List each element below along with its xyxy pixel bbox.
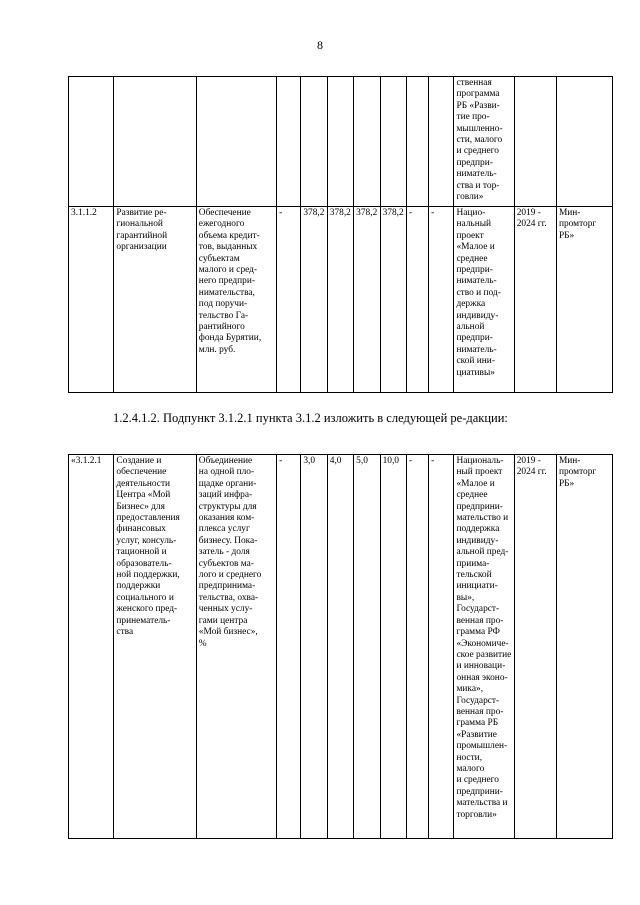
cell-value [406,77,428,207]
cell-indicator: Объединение на одной пло- щадке органи- заций инфра- структуры для оказания ком- плекса услуг бизнесу. Пока- затель - доля субъектов ма- лого и среднего предпринима- тельства, охва- ченных услу- гами центра «Мой бизнес», % [196,455,276,839]
cell-value: 378,2 [380,207,406,393]
cell-value: 378,2 [301,207,327,393]
cell-value: - [406,455,428,839]
cell-measure: Создание и обеспечение деятельности Центра «Мой Бизнес» для предоставления финансовых услуг, консуль- тационной и образователь- ной поддержки, поддержки социального и женского пред- принематель- ства [114,455,196,839]
cell-program: Нацио- нальный проект «Малое и среднее предпри- ниматель- ство и под- держка индивиду- альной предпри- ниматель- ской ини- циативы» [454,207,514,393]
cell-value [429,77,454,207]
cell-program: Националь- ный проект «Малое и среднее предприни- мательство и поддержка индивиду- альной пред- приима- тельской инициати- вы», Государст- венная про- грамма РФ «Экономиче- ское развитие и инноваци- онная эконо- мика», Государст- венная про- грамма РБ «Развитие промышлен- ности, малого и среднего предприни- мательства и торговли» [454,455,514,839]
measures-table-top [68,76,613,393]
page-number: 8 [317,38,323,52]
table-row [69,207,613,393]
cell-measure [114,77,196,207]
cell-value [354,77,380,207]
cell-value [277,77,301,207]
measures-table-bottom [68,454,613,839]
cell-number: «3.1.2.1 [69,455,114,839]
cell-indicator [196,77,276,207]
cell-value [301,77,327,207]
cell-executor: Мин- промторг РБ» [556,207,612,393]
amendment-paragraph: 1.2.4.1.2. Подпункт 3.1.2.1 пункта 3.1.2 изложить в следующей ре-дакции: [113,411,508,425]
cell-number [69,77,114,207]
cell-number: 3.1.1.2 [69,207,114,393]
cell-program: ственная программа РБ «Разви- тие про- мышленно- сти, малого и среднего предпри- ниматель- ства и тор- говли» [454,77,514,207]
cell-indicator: Обеспечение ежегодного объема кредит- тов, выданных субъектам малого и сред- него предпри- нимательства, под поручи- тельство Га- рантийного фонда Бурятии, млн. руб. [196,207,276,393]
cell-value: 378,2 [327,207,353,393]
cell-value: 10,0 [380,455,406,839]
cell-value: - [277,455,301,839]
cell-value: 3,0 [301,455,327,839]
cell-value: - [429,207,454,393]
cell-value: 378,2 [354,207,380,393]
table-row [69,455,613,839]
cell-value: 4,0 [327,455,353,839]
cell-value: - [406,207,428,393]
cell-value: - [277,207,301,393]
cell-executor [556,77,612,207]
cell-value [380,77,406,207]
cell-value [327,77,353,207]
cell-value: - [429,455,454,839]
cell-measure: Развитие ре- гиональной гарантийной организации [114,207,196,393]
table-row-continuation [69,77,613,207]
cell-value: 5,0 [354,455,380,839]
cell-period: 2019 - 2024 гг. [514,207,556,393]
cell-executor: Мин- промторг РБ» [556,455,612,839]
cell-period: 2019 - 2024 гг. [514,455,556,839]
cell-period [514,77,556,207]
